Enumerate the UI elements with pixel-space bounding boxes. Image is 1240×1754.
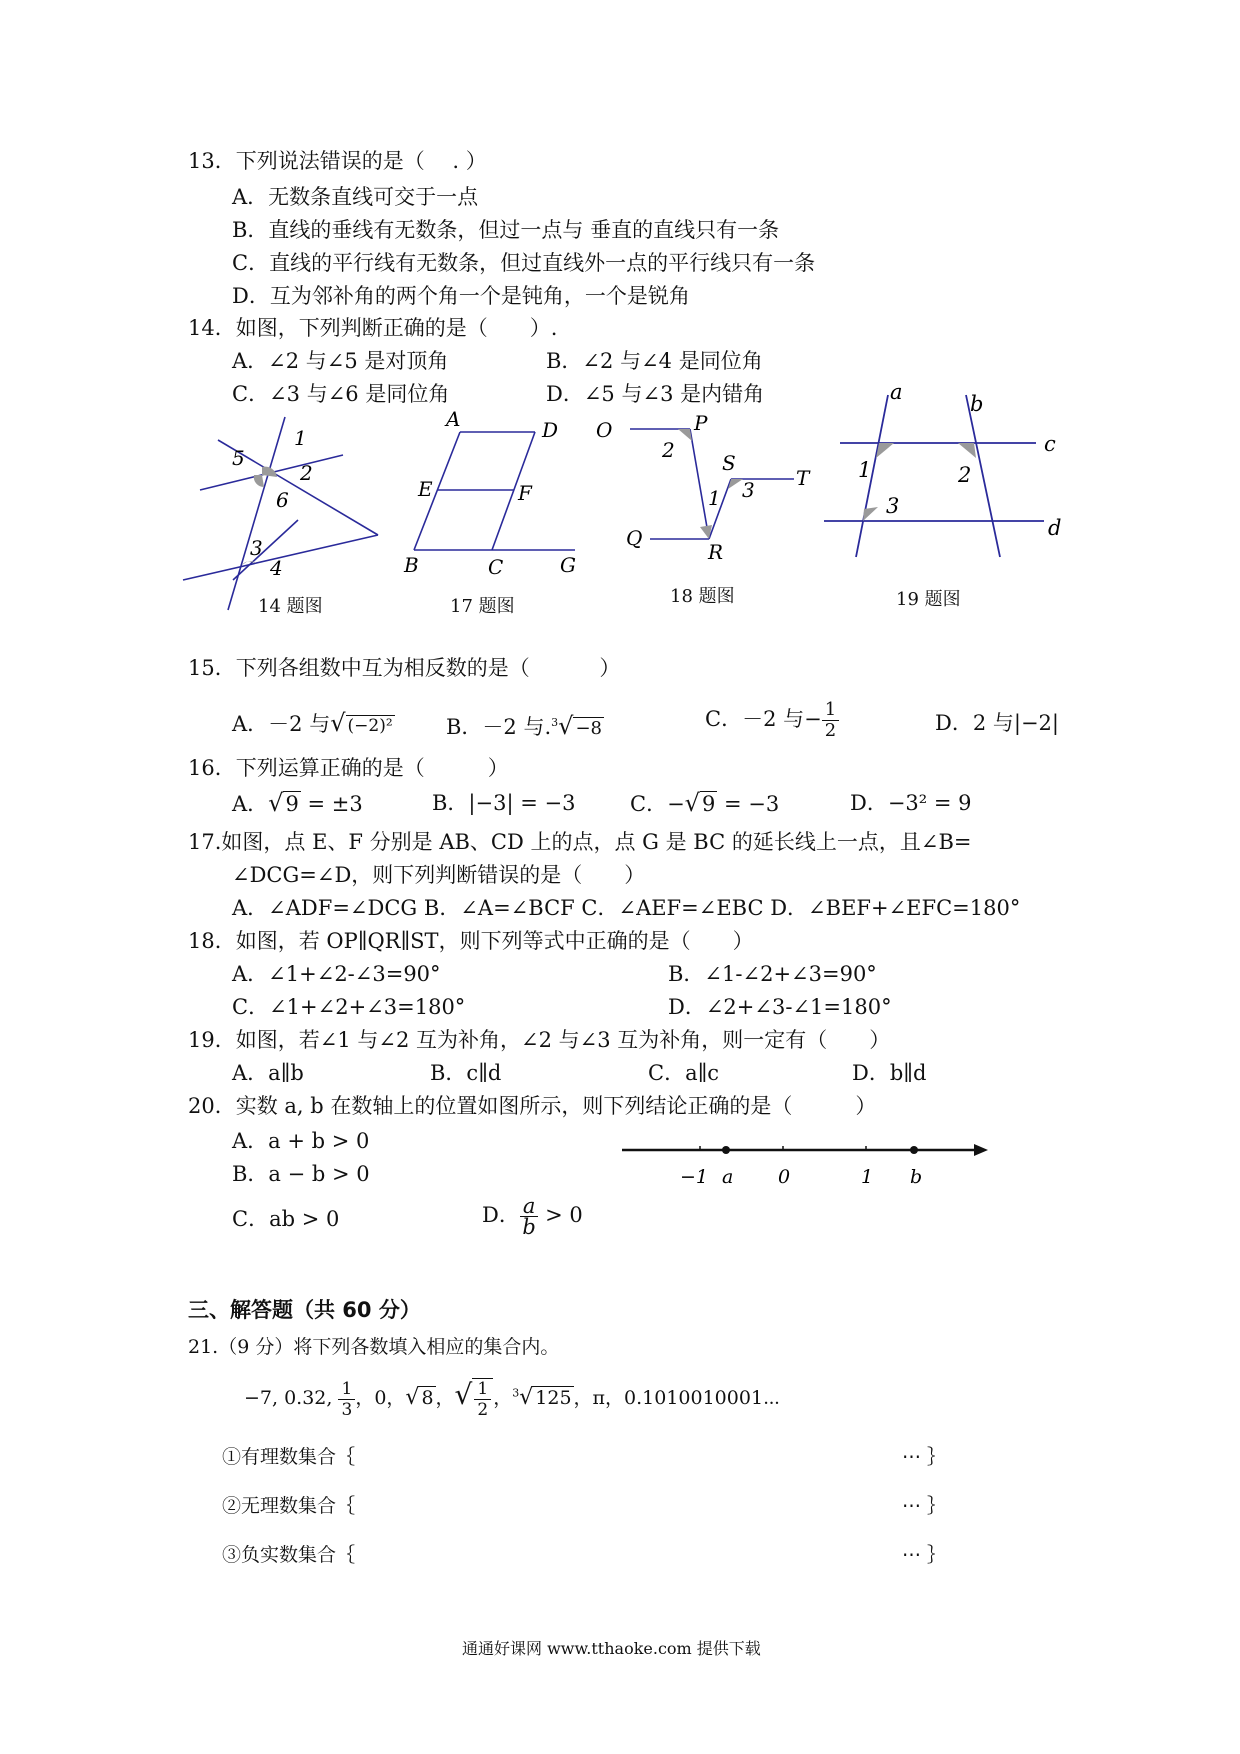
q17-stem-line2: ∠DCG=∠D，则下列判断错误的是（ ）	[232, 863, 646, 887]
fig19-label-a: a	[890, 385, 903, 404]
fig17-label-d: D	[542, 418, 559, 442]
set-negative-real: ③负实数集合｛	[222, 1544, 356, 1566]
fig18-label-r: R	[708, 540, 724, 564]
q19-option-b: B．c∥d	[430, 1061, 502, 1085]
q19-option-c: C．a∥c	[648, 1061, 720, 1085]
section-title: 三、解答题（共 60 分）	[188, 1298, 421, 1322]
q15-stem: 15．下列各组数中互为相反数的是（ ）	[188, 656, 621, 680]
q16-option-a: A．√9 = ±3	[232, 789, 363, 817]
q16-option-c: C．−√9 = −3	[630, 789, 780, 817]
fig17-label-e: E	[418, 477, 433, 501]
q16-stem: 16．下列运算正确的是（ ）	[188, 756, 509, 780]
q15-option-b: B．－2 与.$^3$√ −8	[446, 712, 602, 740]
q15-option-c: C．－2 与− $\frac{1}{2}$	[705, 700, 839, 741]
fig18-label-3: 3	[742, 478, 755, 502]
q20-option-b: B．a − b > 0	[232, 1162, 370, 1186]
q14-option-c: C．∠3 与∠6 是同位角	[232, 382, 450, 406]
q14-option-d: D．∠5 与∠3 是内错角	[546, 382, 765, 406]
fig17-label-c: C	[488, 555, 504, 579]
q15-option-d: D．2 与|−2|	[935, 711, 1059, 735]
fig18-label-o: O	[596, 418, 613, 442]
fig18-label-s: S	[722, 451, 736, 475]
set-negative-real-end: ⋯ ｝	[902, 1544, 947, 1566]
q20-option-c: C．ab > 0	[232, 1207, 340, 1231]
q18-option-d: D．∠2+∠3-∠1=180°	[668, 995, 892, 1019]
fig17-label-f: F	[518, 481, 532, 505]
q13-option-b: B．直线的垂线有无数条，但过一点与 垂直的直线只有一条	[232, 218, 780, 242]
figure-19	[818, 385, 1078, 575]
q20-option-a: A．a + b > 0	[232, 1129, 370, 1153]
fig17-label-b: B	[404, 553, 419, 577]
figure-18	[596, 415, 826, 565]
q17-stem-line1: 17.如图，点 E、F 分别是 AB、CD 上的点，点 G 是 BC 的延长线上一点，且∠B=	[188, 830, 972, 854]
set-rational: ①有理数集合｛	[222, 1446, 356, 1468]
set-irrational-end: ⋯ ｝	[902, 1495, 947, 1517]
q13-option-a: A．无数条直线可交于一点	[232, 185, 479, 209]
axis-label-b: b	[910, 1166, 923, 1188]
fig17-label-a: A	[446, 410, 461, 431]
q15-option-a: A．－2 与√ (−2)²	[232, 709, 393, 737]
q16-option-b: B．|−3| = −3	[432, 791, 576, 815]
q18-option-a: A．∠1+∠2-∠3=90°	[232, 962, 441, 986]
fig19-label-1: 1	[858, 458, 872, 482]
fig14-label-6: 6	[276, 488, 289, 512]
q13-stem: 13．下列说法错误的是（ . ）	[188, 149, 487, 173]
fig19-label-b: b	[970, 392, 984, 416]
fig19-label-d: d	[1048, 516, 1062, 540]
fig19-label-2: 2	[958, 463, 972, 487]
q18-option-b: B．∠1-∠2+∠3=90°	[668, 962, 877, 986]
fig19-label-3: 3	[886, 494, 900, 518]
axis-label-a: a	[722, 1166, 734, 1188]
figure-14	[178, 415, 388, 615]
q19-option-a: A．a∥b	[232, 1061, 304, 1085]
fig17-label-g: G	[560, 553, 576, 577]
fig18-label-p: P	[694, 415, 708, 435]
fig18-label-q: Q	[626, 526, 643, 550]
q19-option-d: D．b∥d	[852, 1061, 927, 1085]
q20-option-d: D． $\frac{a}{b}$ > 0	[482, 1194, 583, 1239]
fig18-label-1: 1	[708, 486, 721, 510]
q21-numbers: −7, 0.32, $\frac{1}{3}$ ，0，√ 8 ，√ $\frac{1}{2}$ ，$^3$√ 125 ，π，0.1010010001⋯	[244, 1378, 781, 1420]
q16-option-d: D．−3² = 9	[850, 791, 972, 815]
q14-option-a: A．∠2 与∠5 是对顶角	[232, 349, 449, 373]
axis-label-1: 1	[861, 1166, 874, 1188]
fig19-caption: 19 题图	[896, 589, 961, 610]
q19-stem: 19．如图，若∠1 与∠2 互为补角，∠2 与∠3 互为补角，则一定有（ ）	[188, 1028, 891, 1052]
number-line	[618, 1136, 998, 1196]
fig14-label-4: 4	[270, 556, 283, 580]
fig14-label-2: 2	[300, 461, 313, 485]
fig17-caption: 17 题图	[450, 596, 515, 617]
q21-stem: 21.（9 分）将下列各数填入相应的集合内。	[188, 1336, 560, 1358]
q17-options: A．∠ADF=∠DCG B．∠A=∠BCF C．∠AEF=∠EBC D．∠BEF+∠EFC=180°	[232, 896, 1021, 920]
q20-stem: 20．实数 a, b 在数轴上的位置如图所示，则下列结论正确的是（ ）	[188, 1094, 877, 1118]
q13-option-d: D．互为邻补角的两个角一个是钝角，一个是锐角	[232, 284, 690, 308]
fig14-caption: 14 题图	[258, 596, 323, 617]
q18-stem: 18．如图，若 OP∥QR∥ST，则下列等式中正确的是（ ）	[188, 929, 754, 953]
q14-stem: 14．如图，下列判断正确的是（ ）.	[188, 316, 558, 340]
set-rational-end: ⋯ ｝	[902, 1446, 947, 1468]
fig19-label-c: c	[1044, 432, 1056, 456]
fig18-caption: 18 题图	[670, 586, 735, 607]
q13-option-c: C．直线的平行线有无数条，但过直线外一点的平行线只有一条	[232, 251, 816, 275]
axis-label-0: 0	[778, 1166, 791, 1188]
q18-option-c: C．∠1+∠2+∠3=180°	[232, 995, 466, 1019]
axis-label-neg1: −1	[680, 1166, 709, 1188]
footer: 通通好课网 www.tthaoke.com 提供下载	[462, 1639, 761, 1658]
fig14-label-3: 3	[250, 536, 263, 560]
fig18-label-2: 2	[662, 438, 675, 462]
fig14-label-5: 5	[232, 446, 245, 470]
figure-17	[400, 410, 590, 580]
fig14-label-1: 1	[294, 426, 307, 450]
set-irrational: ②无理数集合｛	[222, 1495, 356, 1517]
q14-option-b: B．∠2 与∠4 是同位角	[546, 349, 763, 373]
fig18-label-t: T	[796, 466, 810, 490]
